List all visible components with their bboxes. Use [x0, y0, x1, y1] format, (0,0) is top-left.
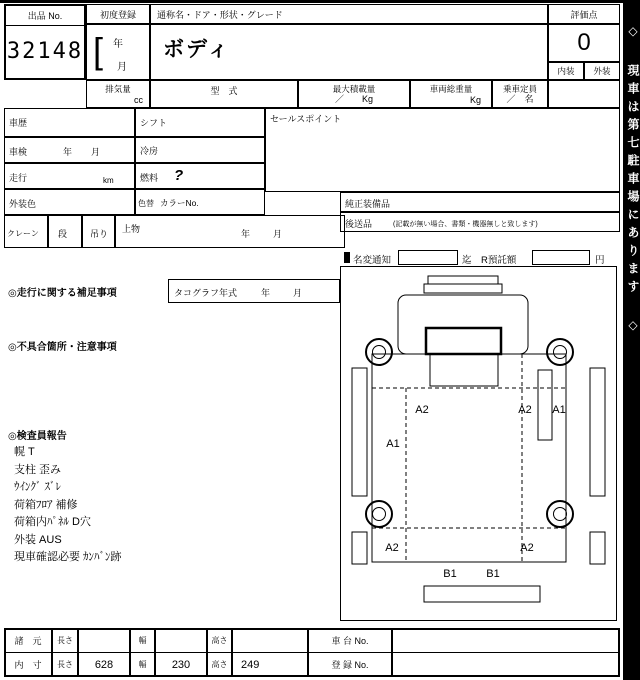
later-items-note: (記載が無い場合、書類・機器無しと致します): [393, 221, 538, 228]
displacement-cell: [86, 80, 150, 108]
truck-cab: [398, 295, 528, 354]
panel-grade-upper-left: A2: [415, 404, 429, 416]
name-change-entry-box: [398, 250, 458, 265]
first-reg-year-label: 年: [113, 39, 123, 50]
crane-cell: [4, 215, 48, 248]
panel-grade-upper-right-outer: A1: [552, 404, 566, 416]
inspector-report-item: 支柱 歪み: [14, 463, 62, 476]
dims-inner-width-value: 230: [155, 652, 207, 677]
spec-empty-cell: [548, 80, 620, 108]
crane-label: クレーン: [7, 229, 39, 238]
truck-side-rail-right: [590, 368, 605, 496]
mileage-note-title: ◎走行に関する補足事項: [8, 288, 117, 299]
fuel-value: ?: [174, 167, 184, 184]
history-label: 車歴: [9, 118, 28, 128]
reg-no-label: 登 録 No.: [308, 652, 392, 677]
reg-no-cell: [392, 652, 620, 677]
yen-label: 円: [595, 255, 605, 266]
inspector-report-item: 荷箱ﾌﾛｱ 補修: [14, 498, 78, 511]
chassis-no-cell: [392, 628, 620, 653]
panel-grade-rear-right: B1: [486, 568, 500, 580]
oem-equipment-box: [340, 192, 620, 212]
max-load-value: ／ Kg: [334, 94, 373, 104]
truck-side-rail-left: [352, 368, 367, 496]
truck-wheel-rear-right: [547, 501, 573, 527]
dims-inner-height-value: 249: [232, 652, 308, 677]
oem-equipment-label: 純正装備品: [345, 199, 391, 209]
dims-spec-row-header: 諸 元: [4, 628, 52, 653]
inspector-report-item: ｳｲﾝｸﾞ ｽﾞﾚ: [14, 481, 62, 493]
fuel-cell: [135, 163, 265, 189]
gross-weight-cell: [410, 80, 492, 108]
diagram-border: [341, 267, 617, 621]
mileage-cell: [4, 163, 135, 189]
entry-bracket: [: [93, 30, 104, 71]
dims-length-label: 長さ: [52, 628, 78, 653]
inspector-report-item: 現車確認必要 ｶﾝﾊﾞﾝ跡: [14, 551, 122, 563]
truck-wheel-rear-right-hub: [554, 508, 567, 521]
dims-spec-height-cell: [232, 628, 308, 653]
top-border-line: [0, 0, 640, 3]
displacement-unit: cc: [134, 95, 143, 105]
model-code-label: 型 式: [210, 86, 238, 96]
dims-height-label-2: 高さ: [207, 652, 232, 677]
capacity-cell: [492, 80, 548, 108]
shift-cell: [135, 108, 265, 137]
recolor-label: 色替: [138, 199, 154, 208]
later-items-box: [340, 212, 620, 232]
dims-width-label: 幅: [130, 628, 155, 653]
inspection-cell: [4, 137, 135, 163]
dims-spec-length-cell: [78, 628, 130, 653]
panel-grade-rear-left: B1: [443, 568, 457, 580]
first-reg-month-label: 月: [117, 62, 127, 73]
panel-grade-lower-left: A2: [385, 542, 399, 554]
inspector-report-item: 外装 AUS: [14, 533, 62, 546]
inspector-report-item: 荷箱内ﾊﾟﾈﾙ D穴: [14, 516, 91, 528]
gross-weight-value: Kg: [469, 95, 481, 105]
truck-wheel-rear-left: [366, 501, 392, 527]
exterior-grade-cell: 外装: [584, 62, 620, 80]
dims-length-label-2: 長さ: [52, 652, 78, 677]
model-code-cell: [150, 80, 298, 108]
inspection-month-label: 月: [91, 147, 101, 157]
tachograph-year-label: 年: [261, 288, 271, 298]
inspection-year-label: 年: [63, 147, 73, 157]
vehicle-name-value: ボディ: [163, 38, 231, 61]
first-registration-header: 初度登録: [86, 4, 150, 24]
truck-windshield: [426, 328, 501, 354]
score-value: 0: [548, 24, 620, 62]
lot-number-value: 32148: [6, 39, 84, 64]
body-equipment-cell: [115, 215, 345, 248]
interior-grade-cell: 内装: [548, 62, 584, 80]
crane-hoist-cell: [82, 215, 115, 248]
truck-front-plate: [428, 276, 498, 284]
dims-width-label-2: 幅: [130, 652, 155, 677]
defect-section-title: ◎不具合箇所・注意事項: [8, 342, 117, 353]
lot-number-label: 出品 No.: [6, 6, 84, 26]
aircon-cell: [135, 137, 265, 163]
capacity-value: ／ 名: [506, 94, 534, 104]
dims-spec-width-cell: [155, 628, 207, 653]
truck-wheel-front-right: [547, 339, 573, 365]
mileage-unit: km: [103, 176, 114, 185]
mileage-label: 走行: [9, 173, 28, 183]
exterior-color-label: 外装色: [9, 199, 37, 209]
panel-grade-mid-left: A1: [386, 438, 400, 450]
gross-weight-label: 車両総重量: [429, 84, 473, 94]
chassis-no-label: 車 台 No.: [308, 628, 392, 653]
crane-steps-cell: [48, 215, 82, 248]
dims-inner-length-value: 628: [78, 652, 130, 677]
notice-marker-icon: [344, 252, 350, 263]
inspection-label: 車検: [9, 147, 28, 157]
displacement-label: 排気量: [105, 84, 131, 94]
truck-inner-panel: [538, 370, 552, 440]
deposit-entry-box: [532, 250, 590, 265]
name-change-label: 名変通知: [353, 255, 392, 266]
inspector-report-list: [14, 444, 244, 567]
later-items-label: 後送品: [345, 219, 373, 229]
truck-front-bumper: [424, 284, 502, 293]
truck-cargo-bed: [372, 354, 566, 562]
truck-wheel-front-right-hub: [554, 346, 567, 359]
sales-point-box: [265, 108, 620, 192]
vehicle-name-header-text: 通称名・ドア・形状・グレード: [157, 9, 283, 20]
history-cell: [4, 108, 135, 137]
body-equipment-label: 上物: [122, 224, 141, 234]
truck-wheel-rear-left-hub: [373, 508, 386, 521]
parking-banner: [623, 0, 640, 680]
first-registration-cell: [86, 24, 150, 80]
sales-point-label: セールスポイント: [270, 114, 342, 124]
body-month-label: 月: [273, 229, 283, 239]
dims-height-label: 高さ: [207, 628, 232, 653]
truck-wheel-front-left-hub: [373, 346, 386, 359]
vehicle-name-header: [150, 4, 548, 24]
capacity-label: 乗車定員: [502, 84, 537, 94]
dims-inner-row-header: 内 寸: [4, 652, 52, 677]
tachograph-box: [168, 279, 340, 303]
score-header: 評価点: [548, 4, 620, 24]
color-no-cell: [135, 189, 265, 215]
panel-grade-lower-right: A2: [520, 542, 534, 554]
exterior-color-cell: [4, 189, 135, 215]
fuel-label: 燃料: [140, 173, 159, 183]
shift-label: シフト: [140, 118, 168, 128]
panel-grade-upper-right: A2: [518, 404, 532, 416]
tachograph-label: タコグラフ年式: [174, 288, 238, 298]
inspector-report-item: 幌 T: [14, 446, 35, 458]
max-load-cell: [298, 80, 410, 108]
max-load-label: 最大積載量: [332, 84, 376, 94]
lot-number-box: [4, 4, 86, 80]
truck-side-rail-left-rear: [352, 532, 367, 564]
deposit-label: 迄 R預託額: [462, 255, 517, 266]
truck-rear-bumper: [424, 586, 540, 602]
tachograph-month-label: 月: [293, 288, 303, 298]
body-year-label: 年: [241, 229, 251, 239]
crane-steps-label: 段: [58, 229, 68, 239]
truck-wheel-front-left: [366, 339, 392, 365]
parking-banner-text: ◇ 現車は第七駐車場にあります ◇: [626, 24, 640, 338]
truck-side-rail-right-rear: [590, 532, 605, 564]
vehicle-diagram: [340, 266, 617, 621]
color-no-label: カラーNo.: [160, 198, 199, 208]
crane-hoist-label: 吊り: [90, 229, 109, 239]
vehicle-name-cell: [150, 24, 548, 80]
aircon-label: 冷房: [140, 145, 159, 156]
truck-cab-rear: [430, 354, 498, 386]
inspector-section-title: ◎検査員報告: [8, 431, 67, 442]
